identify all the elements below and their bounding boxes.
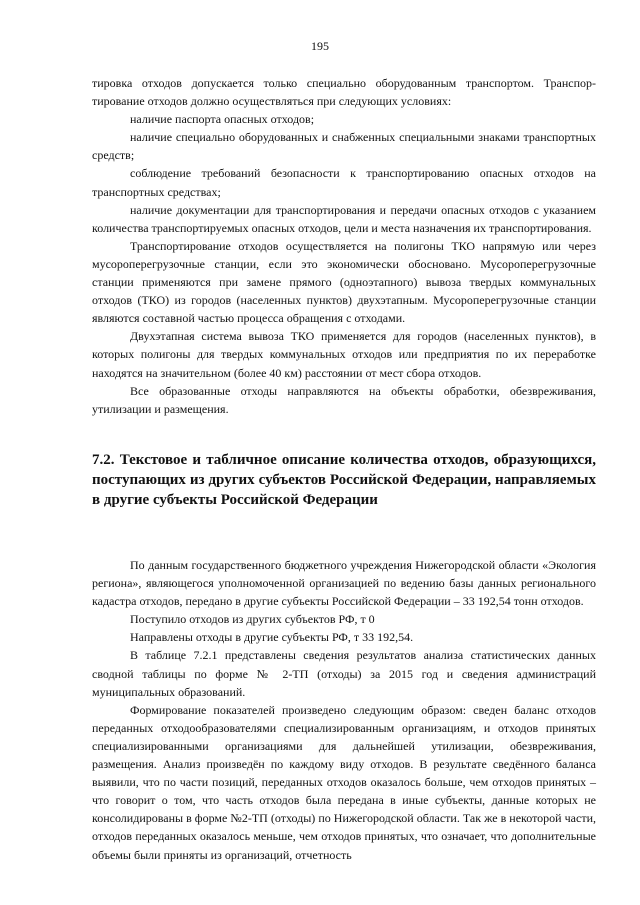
paragraph: Формирование показателей произведено следующим образом: сведен баланс отходов переданных отходообразователями специализированным организациям, и отходов принятых специализированными организациями для дальнейшей утилизации, обезвреживания, размещения. Анализ произведён по каждому виду отходов. В результате сведённого баланса выявили, что по части позиций, переданных отходов оказалось больше, чем отходов принятых – что говорит о том, что часть отходов была передана в иные субъекты, данные которых не консолидированы в форме №2-ТП (отходы) по Нижегородской области. Так же в некоторой части, отходов переданных оказалось меньше, чем отходов принятых, что означает, что дополнительные объемы были приняты из организаций, отчетность [92, 702, 596, 862]
section-transport-conditions [92, 74, 596, 418]
paragraph: По данным государственного бюджетного учреждения Нижегородской области «Экология региона», являющегося уполномоченной организацией по ведению базы данных регионального кадастра отходов, передано в другие субъекты Российской Федерации – 33 192,54 тонн отходов. [92, 558, 596, 609]
list-item: наличие паспорта опасных отходов; [130, 112, 315, 127]
paragraph: Направлены отходы в другие субъекты РФ, т 33 192,54. [130, 630, 414, 645]
paragraph: Все образованные отходы направляются на объекты обработки, обезвреживания, утилизации и размещения. [92, 383, 596, 416]
paragraph: В таблице 7.2.1 представлены сведения результатов анализа статистических данных сводной таблицы по форме № 2-ТП (отходы) за 2015 год и сведения администраций муниципальных образований. [92, 648, 596, 699]
list-item: наличие документации для транспортирования и передачи опасных отходов с указанием количества транспортируемых опасных отходов, цели и места назначения их транспортирования. [92, 202, 596, 235]
paragraph: Двухэтапная система вывоза ТКО применяется для городов (населенных пунктов), в которых полигоны для твердых коммунальных отходов или предприятия по их переработке находятся на значительном (более 40 км) расстоянии от мест сбора отходов. [92, 329, 596, 380]
list-item: наличие специально оборудованных и снабженных специальными знаками транспортных средств; [92, 130, 596, 163]
paragraph: Транспортирование отходов осуществляется на полигоны ТКО напрямую или через мусороперегрузочные станции, если это экономически обосновано. Мусороперегрузочные станции применяются при замене прямого (одноэтапного) вывоза твердых коммунальных отходов (ТКО) из городов (населенных пунктов) двухэтапным. Мусороперегрузочные станции являются составной частью процесса обращения с отходами. [92, 238, 596, 326]
section-heading: 7.2. Текстовое и табличное описание количества отходов, образующихся, поступающих из других субъектов Российской Федерации, направляемых в другие субъекты Российской Федерации [92, 452, 596, 508]
paragraph: тировка отходов допускается только специально оборудованным транспортом. Транспортирование отходов должно осуществляться при следующих условиях: [92, 76, 596, 109]
paragraph: Поступило отходов из других субъектов РФ, т 0 [130, 612, 375, 627]
page-number: 195 [311, 39, 329, 53]
section-waste-transfer [92, 556, 596, 864]
list-item: соблюдение требований безопасности к транспортированию опасных отходов на транспортных средствах; [92, 166, 596, 199]
